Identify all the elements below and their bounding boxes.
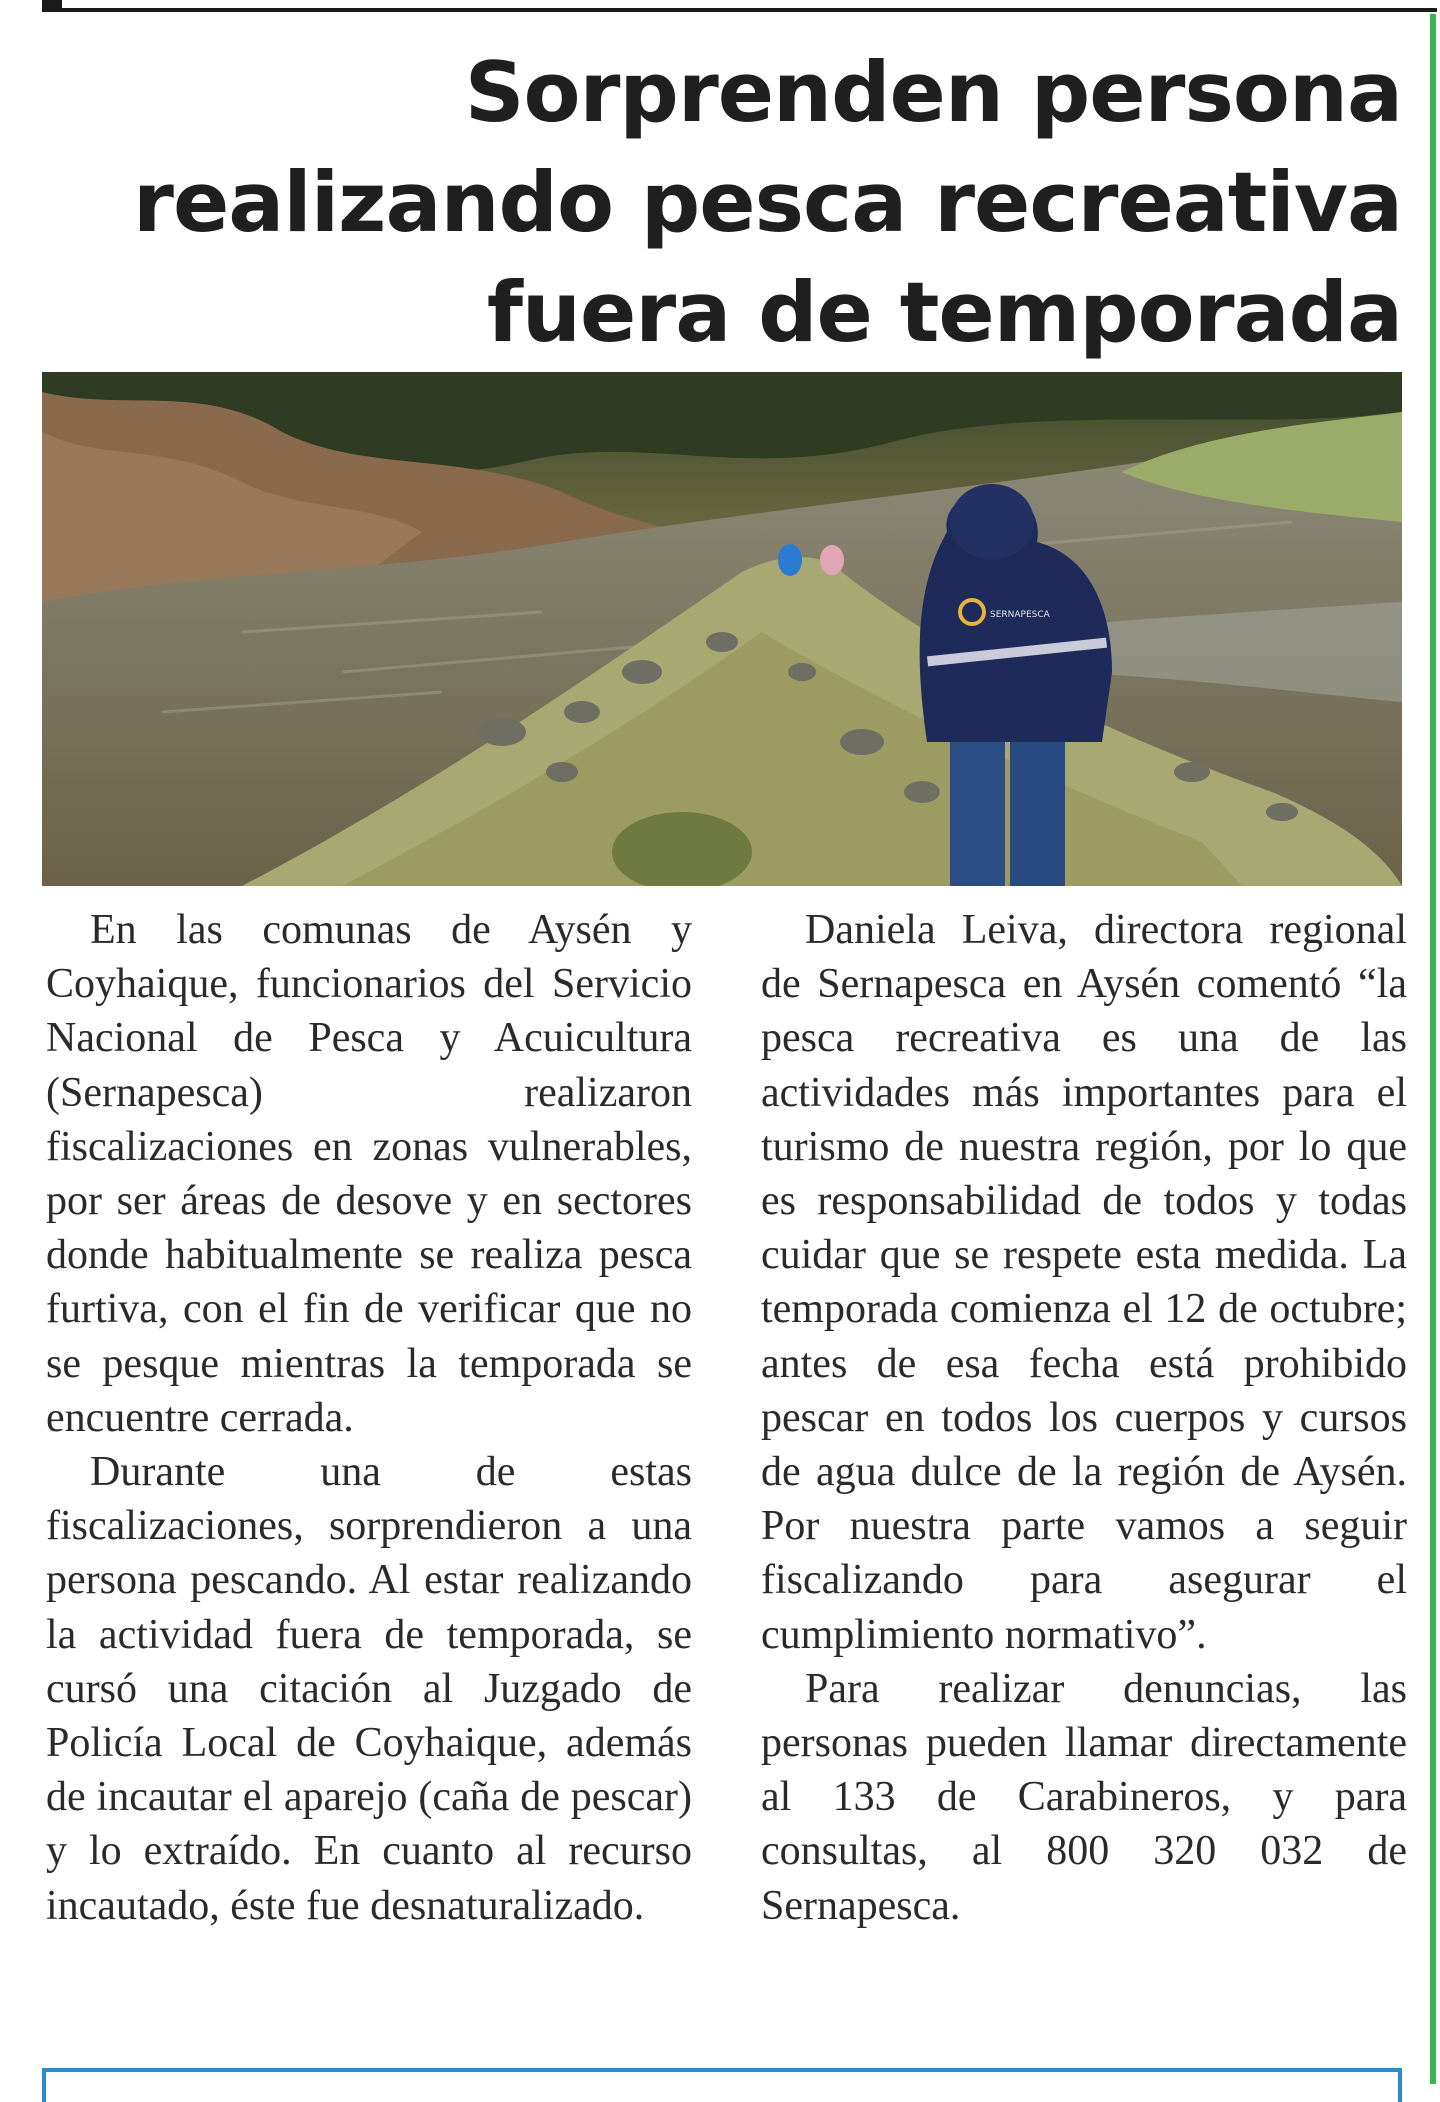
headline-line-2: realizando pesca recreativa [133,154,1402,251]
column-left [46,903,692,1933]
article-photo [42,372,1402,886]
paragraph: En las comunas de Aysén y Coyhaique, funcionarios del Servicio Nacional de Pesca y Acuicultura (Sernapesca) realizaron fiscalizaciones en zonas vulnerables, por ser áreas de desove y en sectores donde habitualmente se realiza pesca furtiva, con el fin de verificar que no se pesque mientras la temporada se encuentre cerrada. [46,907,692,1441]
paragraph: Daniela Leiva, directora regional de Sernapesca en Aysén comentó “la pesca recreativa es una de las actividades más importantes para el turismo de nuestra región, por lo que es responsabilidad de todos y todas cuidar que se respete esta medida. La temporada comienza el 12 de octubre; antes de esa fecha está prohibido pescar en todos los cuerpos y cursos de agua dulce de la región de Aysén. Por nuestra parte vamos a seguir fiscalizando para asegurar el cumplimiento normativo”. [761,907,1407,1658]
side-green-rule [1430,14,1436,2084]
article-headline [22,38,1402,368]
top-rule-mark [42,0,62,8]
paragraph: Durante una de estas fiscalizaciones, sorprendieron a una persona pescando. Al estar realizando la actividad fuera de temporada, se cursó una citación al Juzgado de Policía Local de Coyhaique, además de incautar el aparejo (caña de pescar) y lo extraído. En cuanto al recurso incautado, éste fue desnaturalizado. [46,1449,692,1929]
next-article-box-edge [42,2068,1402,2102]
paragraph: Para realizar denuncias, las personas pueden llamar directamente al 133 de Carabineros, y para consultas, al 800 320 032 de Sernapesca. [761,1665,1407,1929]
column-right [761,903,1407,1933]
river-inspection-photo [42,372,1402,886]
headline-line-3: fuera de temporada [486,264,1402,361]
article-body [46,903,1407,2033]
jacket-logo-text: SERNAPESCA [990,610,1050,620]
headline-line-1: Sorprenden persona [464,44,1402,141]
top-rule [42,8,1437,12]
